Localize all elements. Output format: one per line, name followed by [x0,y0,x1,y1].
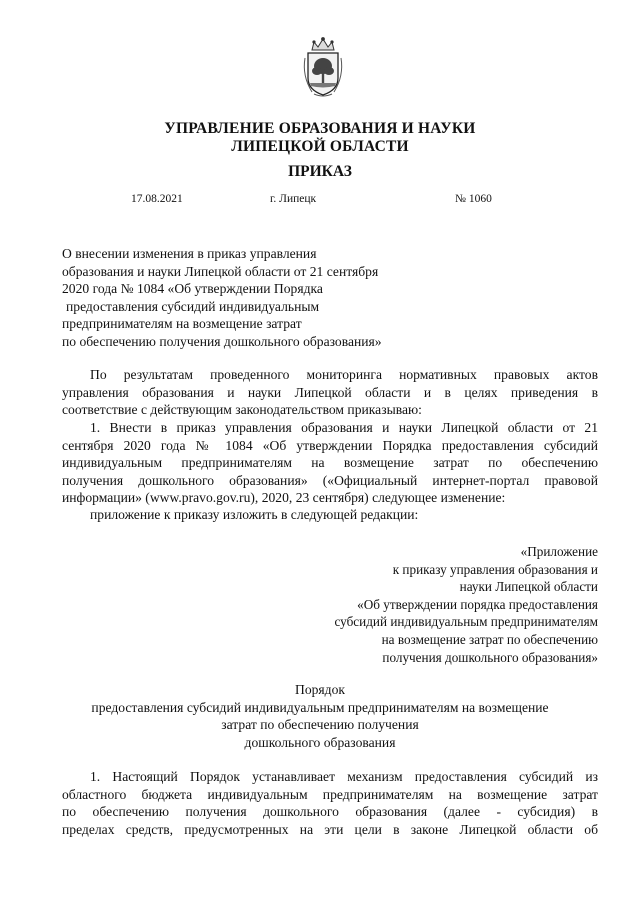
coat-of-arms-emblem-icon [300,36,346,98]
subject-line: 2020 года № 1084 «Об утверждении Порядка [62,281,323,296]
paragraph-item-1 [62,419,598,507]
paragraph-line: сентября 2020 года № 1084 «Об утверждении Порядка предоставления субсидий [62,437,598,453]
paragraph-line: 1. Внести в приказ управления образования и науки Липецкой области от 21 [90,420,598,435]
subject-line: образования и науки Липецкой области от 21 сентября [62,263,379,279]
appendix-line: субсидий индивидуальным предпринимателям [334,614,598,630]
subject-line: предпринимателям на возмещение затрат [62,316,302,331]
appendix-line: на возмещение затрат по обеспечению [381,631,598,647]
paragraph-line: соответствие с действующим законодательством приказываю: [62,402,422,417]
paragraph-line: индивидуальным предпринимателям на возмещение затрат по обеспечению [62,455,598,470]
organization-name-line-2: ЛИПЕЦКОЙ ОБЛАСТИ [231,138,409,155]
appendix-heading [335,543,599,666]
order-date: 17.08.2021 [131,193,183,205]
appendix-line: науки Липецкой области [459,579,598,595]
paragraph-line: приложение к приказу изложить в следующей редакции: [90,507,419,522]
paragraph-amendment [62,506,598,524]
paragraph-line: областного бюджета индивидуальным предпринимателям на возмещение затрат [62,786,598,802]
procedure-title [0,681,640,751]
appendix-line: «Приложение [520,544,598,559]
subject-line: О внесении изменения в приказ управления [62,246,317,261]
paragraph-line: По результатам проведенного мониторинга нормативных правовых актов [90,367,598,382]
appendix-line: «Об утверждении порядка предоставления [357,596,598,612]
paragraph-line: информации» (www.pravo.gov.ru), 2020, 23 сентября) следующее изменение: [62,490,506,505]
paragraph-line: по обеспечению получения дошкольного образования (далее - субсидия) в [62,804,598,819]
order-city: г. Липецк [270,193,317,205]
procedure-title-line: предоставления субсидий индивидуальным предпринимателям на возмещение [91,699,549,715]
paragraph-line: получения дошкольного образования» («Официальный интернет-портал правовой [62,472,598,488]
procedure-item-1 [62,768,598,838]
paragraph-line: пределах средств, предусмотренных на эти цели в законе Липецкой области об [62,821,598,837]
document-type-title: ПРИКАЗ [288,163,352,180]
paragraph-line: управления образования и науки Липецкой области и в целях приведения в [62,384,598,400]
appendix-line: получения дошкольного образования» [382,649,598,665]
paragraph-preamble [62,366,598,419]
paragraph-line: 1. Настоящий Порядок устанавливает механизм предоставления субсидий из [90,769,598,784]
procedure-title-line: Порядок [295,682,345,697]
order-number: № 1060 [455,193,492,205]
appendix-line: к приказу управления образования и [392,561,598,577]
subject-line: по обеспечению получения дошкольного образования» [62,333,382,349]
subject-line: предоставления субсидий индивидуальным [66,298,320,314]
organization-name-line-1: УПРАВЛЕНИЕ ОБРАЗОВАНИЯ И НАУКИ [164,120,476,137]
order-subject [62,245,382,350]
procedure-title-line: дошкольного образования [244,734,396,750]
procedure-title-line: затрат по обеспечению получения [221,717,419,732]
